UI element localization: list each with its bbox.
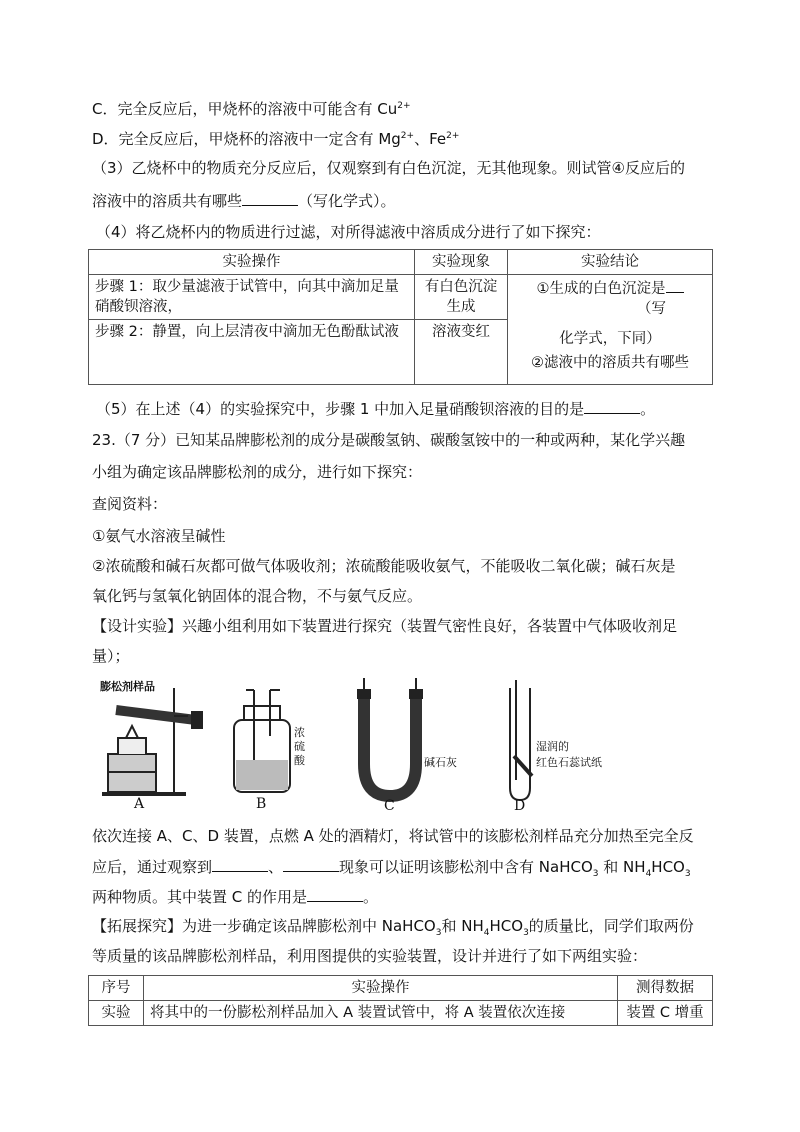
investigation-table bbox=[88, 249, 713, 385]
answer-blank[interactable] bbox=[283, 856, 339, 872]
step2-observation: 溶液变红 bbox=[415, 320, 508, 385]
row1-data: 装置 C 增重 bbox=[618, 1001, 713, 1026]
answer-blank[interactable] bbox=[584, 398, 640, 414]
row1-procedure: 将其中的一份膨松剂样品加入 A 装置试管中，将 A 装置依次连接 bbox=[144, 1001, 618, 1026]
label-sample: 膨松剂样品 bbox=[100, 680, 155, 693]
reference-2a: ②浓硫酸和碱石灰都可做气体吸收剂；浓硫酸能吸收氨气，不能吸收二氧化碳；碱石灰是 bbox=[92, 557, 676, 575]
extension-1: 【拓展探究】为进一步确定该品牌膨松剂中 NaHCO$_3$和 $NH_4HCO_3$的质量比，同学们取两份 bbox=[92, 917, 694, 938]
label-B: B bbox=[256, 796, 267, 812]
part3-line2: 溶液中的溶质共有哪些 （写化学式）。 bbox=[92, 192, 396, 210]
label-A: A bbox=[134, 796, 145, 812]
answer-blank[interactable] bbox=[212, 856, 268, 872]
experiment-table bbox=[88, 975, 713, 1026]
answer-blank[interactable] bbox=[242, 190, 298, 206]
col-operation: 实验操作 bbox=[89, 250, 415, 275]
apparatus-drawing bbox=[96, 676, 696, 816]
connection-1: 依次连接 A、C、D 装置，点燃 A 处的酒精灯，将试管中的该膨松剂样品充分加热至完全反 bbox=[92, 827, 694, 845]
design-a: 【设计实验】兴趣小组利用如下装置进行探究（装置气密性良好，各装置中气体吸收剂足 bbox=[92, 617, 678, 635]
col-data: 测得数据 bbox=[618, 976, 713, 1001]
reference-2b: 氧化钙与氢氧化钠固体的混合物，不与氨气反应。 bbox=[92, 587, 423, 605]
conclusion-cell: ①生成的白色沉淀是 （写 化学式，下同） ②滤液中的溶质共有哪些 bbox=[508, 275, 713, 385]
step1-operation: 步骤 1：取少量滤液于试管中，向其中滴加足量硝酸钡溶液， bbox=[89, 275, 415, 320]
label-paper-2: 红色石蕊试纸 bbox=[536, 756, 602, 769]
step2-operation: 步骤 2：静置，向上层清夜中滴加无色酚酞试液 bbox=[89, 320, 415, 385]
part4-intro: （4）将乙烧杯内的物质进行过滤，对所得滤液中溶质成分进行了如下探究： bbox=[96, 223, 601, 241]
reference-title: 查阅资料： bbox=[92, 495, 168, 513]
q23-intro-2: 小组为确定该品牌膨松剂的成分，进行如下探究： bbox=[92, 463, 423, 481]
reference-1: ①氨气水溶液呈碱性 bbox=[92, 527, 226, 545]
label-acid: 浓硫酸 bbox=[294, 726, 305, 767]
part3-line1: （3）乙烧杯中的物质充分反应后，仅观察到有白色沉淀，无其他现象。则试管④反应后的 bbox=[92, 159, 685, 177]
part5: （5）在上述（4）的实验探究中，步骤 1 中加入足量硝酸钡溶液的目的是 。 bbox=[96, 400, 656, 418]
answer-blank[interactable] bbox=[307, 886, 363, 902]
col-conclusion: 实验结论 bbox=[508, 250, 713, 275]
col-procedure: 实验操作 bbox=[144, 976, 618, 1001]
design-b: 量）； bbox=[92, 647, 130, 665]
connection-3: 两种物质。其中装置 C 的作用是 。 bbox=[92, 888, 379, 906]
step1-observation: 有白色沉淀生成 bbox=[415, 275, 508, 320]
q23-intro-1: 23.（7 分）已知某品牌膨松剂的成分是碳酸氢钠、碳酸氢铵中的一种或两种，某化学兴趣 bbox=[92, 431, 686, 449]
row1-index: 实验 bbox=[89, 1001, 144, 1026]
extension-2: 等质量的该品牌膨松剂样品，利用图提供的实验装置，设计并进行了如下两组实验： bbox=[92, 947, 648, 965]
col-observation: 实验现象 bbox=[415, 250, 508, 275]
connection-2: 应后，通过观察到 、 现象可以证明该膨松剂中含有 NaHCO$_3$ 和 $NH_4HCO_3$ bbox=[92, 858, 691, 879]
col-index: 序号 bbox=[89, 976, 144, 1001]
option-c: C．完全反应后，甲烧杯的溶液中可能含有 $Cu^{2+}$ bbox=[92, 100, 411, 118]
label-paper-1: 湿润的 bbox=[536, 740, 569, 753]
option-d: D．完全反应后，甲烧杯的溶液中一定含有 $Mg^{2+}$、$Fe^{2+}$ bbox=[92, 130, 460, 148]
apparatus-figure bbox=[96, 676, 696, 816]
label-lime: 碱石灰 bbox=[424, 756, 457, 769]
label-D: D bbox=[514, 798, 526, 814]
answer-blank[interactable] bbox=[666, 277, 684, 293]
label-C: C bbox=[384, 798, 395, 814]
